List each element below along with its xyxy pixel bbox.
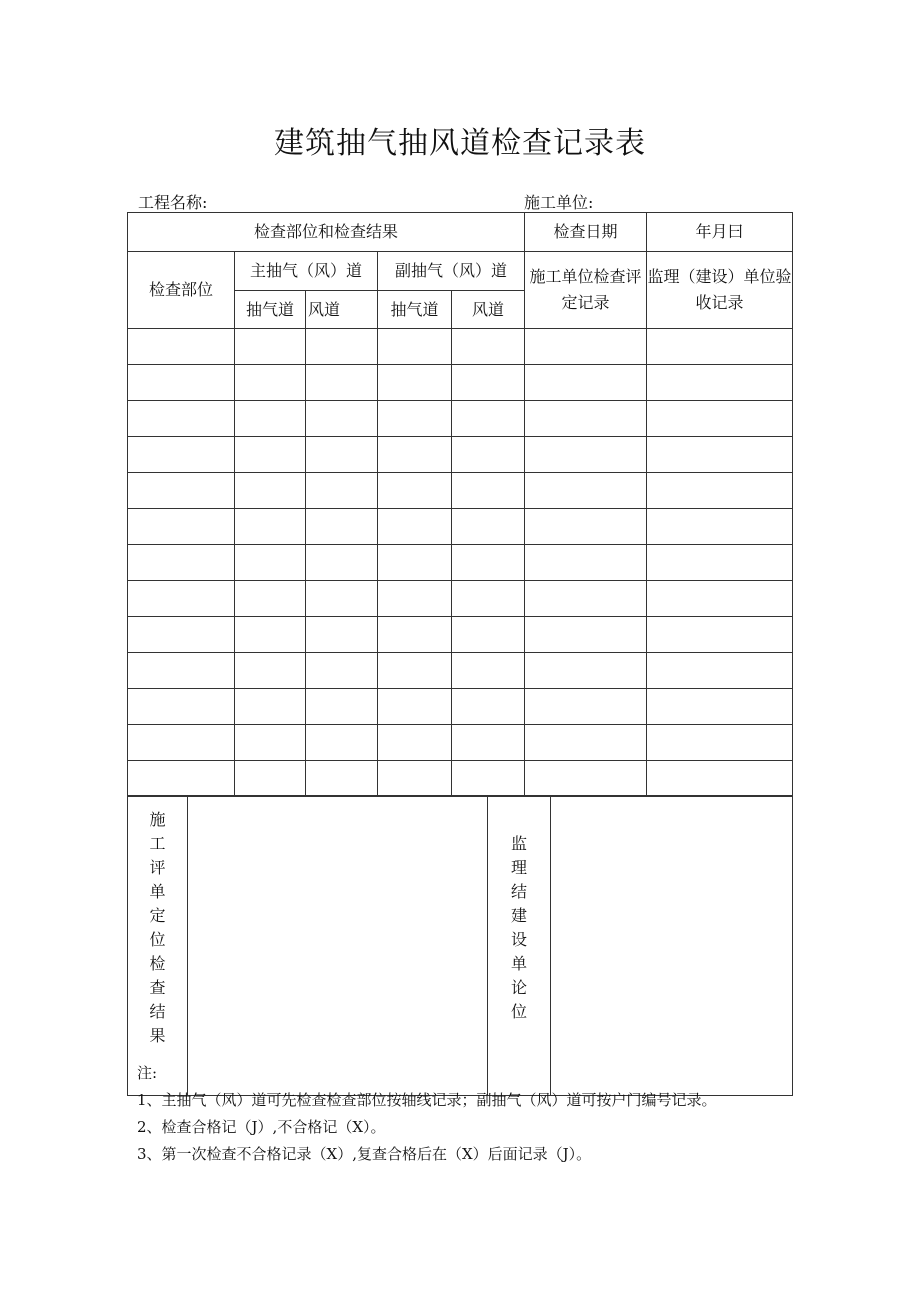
main-air-cell[interactable] bbox=[306, 437, 378, 473]
supervisor-cell[interactable] bbox=[647, 473, 793, 509]
main-air-cell[interactable] bbox=[306, 545, 378, 581]
main-air-header: 风道 bbox=[306, 291, 378, 329]
table-row bbox=[128, 617, 793, 653]
contractor-eval-cell[interactable] bbox=[525, 689, 647, 725]
left-char: 评 bbox=[149, 858, 166, 877]
contractor-eval-cell[interactable] bbox=[525, 473, 647, 509]
contractor-eval-cell[interactable] bbox=[525, 725, 647, 761]
sub-exhaust-cell[interactable] bbox=[378, 473, 452, 509]
contractor-eval-cell[interactable] bbox=[525, 581, 647, 617]
sub-air-cell[interactable] bbox=[452, 617, 525, 653]
left-char: 定 bbox=[149, 906, 166, 925]
left-char: 工 bbox=[149, 834, 166, 853]
right-char: 设 bbox=[510, 930, 527, 949]
left-char: 检 bbox=[149, 954, 166, 973]
contractor-eval-cell[interactable] bbox=[525, 617, 647, 653]
location-cell[interactable] bbox=[128, 761, 235, 797]
supervisor-cell[interactable] bbox=[647, 581, 793, 617]
contractor-eval-cell[interactable] bbox=[525, 365, 647, 401]
sub-exhaust-header: 抽气道 bbox=[378, 291, 452, 329]
location-cell[interactable] bbox=[128, 473, 235, 509]
main-air-cell[interactable] bbox=[306, 581, 378, 617]
document-title: 建筑抽气抽风道检查记录表 bbox=[274, 126, 646, 161]
left-char: 查 bbox=[149, 978, 166, 997]
sub-exhaust-cell[interactable] bbox=[378, 437, 452, 473]
table-row bbox=[128, 545, 793, 581]
main-air-cell[interactable] bbox=[306, 509, 378, 545]
sub-air-cell[interactable] bbox=[452, 581, 525, 617]
contractor-eval-header: 施工单位检查评定记录 bbox=[525, 252, 647, 329]
sub-exhaust-cell[interactable] bbox=[378, 617, 452, 653]
notes-heading: 注: bbox=[137, 1064, 158, 1082]
location-cell[interactable] bbox=[128, 329, 235, 365]
supervisor-cell[interactable] bbox=[647, 545, 793, 581]
table-row bbox=[128, 365, 793, 401]
main-air-cell[interactable] bbox=[306, 761, 378, 797]
sub-exhaust-cell[interactable] bbox=[378, 365, 452, 401]
right-char: 结 bbox=[510, 882, 527, 901]
note-item: 1、主抽气（风）道可先检查检查部位按轴线记录；副抽气（风）道可按户门编号记录。 bbox=[137, 1091, 717, 1109]
project-name-label: 工程名称: bbox=[138, 193, 208, 212]
location-cell[interactable] bbox=[128, 365, 235, 401]
table-row bbox=[128, 581, 793, 617]
supervisor-header: 监理（建设）单位验收记录 bbox=[647, 252, 793, 329]
main-air-cell[interactable] bbox=[306, 365, 378, 401]
right-char: 单 bbox=[510, 954, 527, 973]
right-char: 论 bbox=[510, 978, 527, 997]
main-exhaust-cell[interactable] bbox=[235, 725, 306, 761]
location-cell[interactable] bbox=[128, 437, 235, 473]
contractor-label: 施工单位: bbox=[524, 193, 594, 212]
left-char: 果 bbox=[149, 1026, 166, 1045]
contractor-eval-cell[interactable] bbox=[525, 653, 647, 689]
note-item: 2、检查合格记（J）,不合格记（X）。 bbox=[137, 1118, 386, 1136]
location-header: 检查部位 bbox=[128, 252, 235, 329]
main-exhaust-cell[interactable] bbox=[235, 653, 306, 689]
main-air-cell[interactable] bbox=[306, 401, 378, 437]
main-exhaust-cell[interactable] bbox=[235, 509, 306, 545]
location-cell[interactable] bbox=[128, 689, 235, 725]
left-char: 施 bbox=[149, 810, 166, 829]
supervisor-conclusion-label bbox=[488, 796, 551, 1096]
sub-air-header: 风道 bbox=[452, 291, 525, 329]
contractor-conclusion-field[interactable] bbox=[188, 796, 488, 1096]
main-air-cell[interactable] bbox=[306, 653, 378, 689]
supervisor-cell[interactable] bbox=[647, 365, 793, 401]
location-cell[interactable] bbox=[128, 545, 235, 581]
main-exhaust-cell[interactable] bbox=[235, 689, 306, 725]
sub-air-cell[interactable] bbox=[452, 653, 525, 689]
main-exhaust-cell[interactable] bbox=[235, 617, 306, 653]
sub-exhaust-cell[interactable] bbox=[378, 689, 452, 725]
sub-exhaust-cell[interactable] bbox=[378, 329, 452, 365]
table-row bbox=[128, 689, 793, 725]
supervisor-cell[interactable] bbox=[647, 725, 793, 761]
contractor-eval-cell[interactable] bbox=[525, 329, 647, 365]
main-exhaust-cell[interactable] bbox=[235, 473, 306, 509]
main-air-cell[interactable] bbox=[306, 725, 378, 761]
contractor-eval-cell[interactable] bbox=[525, 545, 647, 581]
note-item: 3、第一次检查不合格记录（X）,复查合格后在（X）后面记录（J）。 bbox=[137, 1145, 592, 1163]
table-row bbox=[128, 725, 793, 761]
main-exhaust-cell[interactable] bbox=[235, 365, 306, 401]
sub-exhaust-cell[interactable] bbox=[378, 401, 452, 437]
sub-air-cell[interactable] bbox=[452, 329, 525, 365]
contractor-eval-cell[interactable] bbox=[525, 761, 647, 797]
check-date-label: 检查日期 bbox=[525, 213, 647, 252]
sub-air-cell[interactable] bbox=[452, 437, 525, 473]
table-row bbox=[128, 329, 793, 365]
main-exhaust-header: 抽气道 bbox=[235, 291, 306, 329]
main-air-cell[interactable] bbox=[306, 689, 378, 725]
location-cell[interactable] bbox=[128, 581, 235, 617]
main-exhaust-cell[interactable] bbox=[235, 545, 306, 581]
date-value-cell[interactable]: 年月曰 bbox=[647, 213, 793, 252]
contractor-eval-cell[interactable] bbox=[525, 509, 647, 545]
sub-duct-header: 副抽气（风）道 bbox=[378, 252, 525, 291]
left-char: 单 bbox=[149, 882, 166, 901]
supervisor-cell[interactable] bbox=[647, 761, 793, 797]
left-char: 结 bbox=[149, 1002, 166, 1021]
sub-air-cell[interactable] bbox=[452, 545, 525, 581]
main-air-cell[interactable] bbox=[306, 473, 378, 509]
contractor-eval-cell[interactable] bbox=[525, 401, 647, 437]
supervisor-cell[interactable] bbox=[647, 401, 793, 437]
header-group-cell: 检查部位和检查结果 bbox=[128, 213, 525, 252]
contractor-conclusion-label bbox=[128, 796, 188, 1096]
conclusion-section bbox=[127, 795, 793, 1096]
main-air-cell[interactable] bbox=[306, 329, 378, 365]
table-row bbox=[128, 761, 793, 797]
sub-air-cell[interactable] bbox=[452, 689, 525, 725]
contractor-eval-cell[interactable] bbox=[525, 437, 647, 473]
table-row bbox=[128, 473, 793, 509]
sub-exhaust-cell[interactable] bbox=[378, 509, 452, 545]
left-char: 位 bbox=[149, 930, 166, 949]
table-row bbox=[128, 509, 793, 545]
inspection-table bbox=[127, 212, 793, 797]
right-char: 监 bbox=[510, 834, 527, 853]
sub-exhaust-cell[interactable] bbox=[378, 581, 452, 617]
table-row bbox=[128, 653, 793, 689]
main-exhaust-cell[interactable] bbox=[235, 401, 306, 437]
supervisor-cell[interactable] bbox=[647, 617, 793, 653]
supervisor-cell[interactable] bbox=[647, 437, 793, 473]
right-char: 位 bbox=[510, 1002, 527, 1021]
main-exhaust-cell[interactable] bbox=[235, 761, 306, 797]
table-row bbox=[128, 401, 793, 437]
main-exhaust-cell[interactable] bbox=[235, 329, 306, 365]
sub-exhaust-cell[interactable] bbox=[378, 725, 452, 761]
sub-exhaust-cell[interactable] bbox=[378, 653, 452, 689]
sub-air-cell[interactable] bbox=[452, 365, 525, 401]
main-exhaust-cell[interactable] bbox=[235, 437, 306, 473]
sub-air-cell[interactable] bbox=[452, 509, 525, 545]
supervisor-cell[interactable] bbox=[647, 509, 793, 545]
supervisor-conclusion-field[interactable] bbox=[551, 796, 793, 1096]
sub-exhaust-cell[interactable] bbox=[378, 545, 452, 581]
supervisor-cell[interactable] bbox=[647, 653, 793, 689]
location-cell[interactable] bbox=[128, 401, 235, 437]
main-air-cell[interactable] bbox=[306, 617, 378, 653]
sub-air-cell[interactable] bbox=[452, 761, 525, 797]
sub-exhaust-cell[interactable] bbox=[378, 761, 452, 797]
sub-air-cell[interactable] bbox=[452, 473, 525, 509]
right-char: 建 bbox=[510, 906, 527, 925]
main-duct-header: 主抽气（风）道 bbox=[235, 252, 378, 291]
location-cell[interactable] bbox=[128, 617, 235, 653]
supervisor-cell[interactable] bbox=[647, 329, 793, 365]
location-cell[interactable] bbox=[128, 725, 235, 761]
table-row bbox=[128, 437, 793, 473]
supervisor-cell[interactable] bbox=[647, 689, 793, 725]
main-exhaust-cell[interactable] bbox=[235, 581, 306, 617]
location-cell[interactable] bbox=[128, 653, 235, 689]
sub-air-cell[interactable] bbox=[452, 401, 525, 437]
notes-section bbox=[137, 1060, 717, 1168]
right-char: 理 bbox=[510, 858, 527, 877]
sub-air-cell[interactable] bbox=[452, 725, 525, 761]
location-cell[interactable] bbox=[128, 509, 235, 545]
